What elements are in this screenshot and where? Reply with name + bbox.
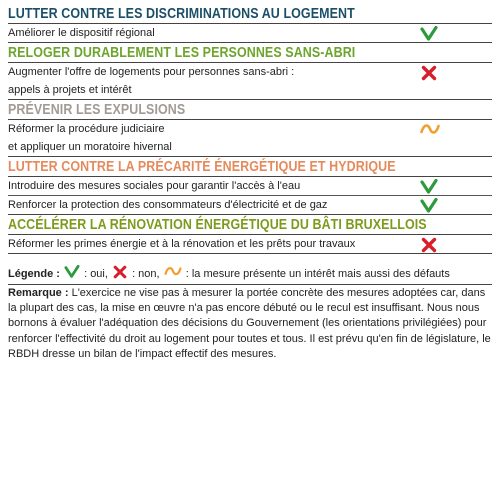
measure-text-line: et appliquer un moratoire hivernal [8, 141, 172, 153]
check-icon [420, 198, 438, 216]
cross-icon [420, 65, 438, 83]
section-title: RELOGER DURABLEMENT LES PERSONNES SANS-ABRI [8, 45, 356, 61]
measure-text: Introduire des mesures sociales pour garantir l'accès à l'eau [8, 180, 301, 192]
section-homeless [8, 44, 492, 100]
remark [8, 286, 492, 362]
section-energy-poverty [8, 158, 492, 215]
remark-text: L'exercice ne vise pas à mesurer la portée concrète des mesures adoptées car, dans la plupart des cas, la mise en œuvre n'a pas encore débuté ou le recul est insuffisant. Nous nous bornons à évaluer l'adéquation des décisions du Gouvernement (les orientations privilégiées) pour renforcer l'effectivité du droit au logement pour toutes et tous. Il est prévu qu'en fin de législature, le RBDH dresse un bilan de l'impact effectif des mesures. [8, 287, 491, 360]
section-evictions [8, 101, 492, 157]
section-title: PRÉVENIR LES EXPULSIONS [8, 102, 186, 118]
cross-icon [112, 265, 128, 279]
measure-text-line: appels à projets et intérêt [8, 84, 132, 96]
check-icon [64, 265, 80, 279]
tilde-icon [164, 265, 182, 279]
measure-row [8, 24, 492, 42]
legend-no: : non, [132, 268, 160, 280]
measures-table [8, 5, 492, 362]
section-title: LUTTER CONTRE LES DISCRIMINATIONS AU LOGEMENT [8, 6, 355, 22]
measure-text: Réformer les primes énergie et à la rénovation et les prêts pour travaux [8, 238, 356, 250]
measure-text: Améliorer le dispositif régional [8, 27, 155, 39]
measure-row [8, 196, 492, 214]
measure-text-line: Augmenter l'offre de logements pour personnes sans-abri : [8, 66, 295, 78]
section-title: ACCÉLÉRER LA RÉNOVATION ÉNERGÉTIQUE DU BÂTI BRUXELLOIS [8, 217, 427, 233]
legend-label: Légende : [8, 268, 60, 280]
remark-label: Remarque : [8, 287, 69, 299]
legend-yes: : oui, [84, 268, 108, 280]
legend [8, 265, 492, 285]
section-title: LUTTER CONTRE LA PRÉCARITÉ ÉNERGÉTIQUE ET HYDRIQUE [8, 159, 396, 175]
section-discrimination [8, 5, 492, 43]
check-icon [420, 26, 438, 44]
measure-row [8, 177, 492, 196]
measure-text-line: Réformer la procédure judiciaire [8, 123, 165, 135]
measure-row [8, 63, 492, 99]
measure-text: Renforcer la protection des consommateurs d'électricité et de gaz [8, 199, 328, 211]
section-renovation [8, 216, 492, 254]
measure-row [8, 120, 492, 156]
measure-row [8, 235, 492, 253]
cross-icon [420, 237, 438, 255]
check-icon [420, 179, 438, 197]
legend-partial: : la mesure présente un intérêt mais aussi des défauts [185, 268, 450, 280]
tilde-icon [420, 122, 438, 140]
